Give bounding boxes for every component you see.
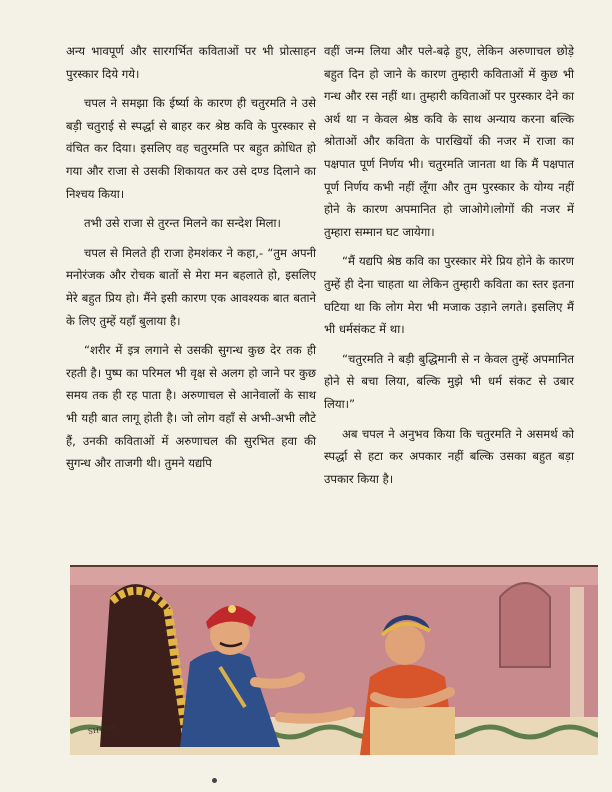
wall-cornice — [70, 567, 598, 585]
paragraph: चपल ने समझा कि ईर्ष्या के कारण ही चतुरमति ने उसे बड़ी चतुराई से स्पर्द्धा से बाहर कर श्रेष्ठ कवि के पुरस्कार से वंचित कर दिया। इसलिए वह चतुरमति पर बहुत क्रोधित हो गया और राजा से उसकी शिकायत कर उसे दण्ड दिलाने का निश्चय किया। — [66, 96, 316, 201]
courtier-face — [385, 625, 425, 665]
artist-signature: SHYAM — [87, 724, 116, 736]
paragraph: चपल से मिलते ही राजा हेमशंकर ने कहा,- “तुम अपनी मनोरंजक और रोचक बातों से मेरा मन बहलाते हो, इसलिए मेरे बहुत प्रिय हो। मैंने इसी कारण एक आवश्यक बात बताने के लिए तुम्हें यहाँ बुलाया है। — [66, 245, 316, 328]
paragraph: तभी उसे राजा से तुरन्त मिलने का सन्देश मिला। — [84, 216, 281, 231]
paragraph: “चतुरमति ने बड़ी बुद्धिमानी से न केवल तुम्हें अपमानित होने से बचा लिया, बल्कि मुझे भी धर्म संकट से उबार लिया।” — [324, 351, 574, 411]
pillar — [570, 587, 584, 717]
story-illustration — [70, 565, 598, 755]
paragraph: अन्य भावपूर्ण और सारगर्भित कविताओं पर भी प्रोत्साहन पुरस्कार दिये गये। — [66, 44, 316, 81]
paragraph: “मैं यद्यपि श्रेष्ठ कवि का पुरस्कार मेरे प्रिय होने के कारण तुम्हें ही देना चाहता था लेकिन तुम्हारी कविता का स्तर इतना घटिया था कि लोग मेरा भी मजाक उड़ाने लगते। इसलिए मैं भी धर्मसंकट में था। — [324, 254, 574, 337]
paragraph: “शरीर में इत्र लगाने से उसकी सुगन्ध कुछ देर तक ही रहती है। पुष्प का परिमल भी वृक्ष से अलग हो जाने पर कुछ समय तक ही रह पाता है। अरुणाचल से आनेवालों के साथ भी यही बात लागू होती है। जो लोग वहाँ से अभी-अभी लौटे हैं, उनकी कविताओं में अरुणाचल की सुरभित हवा की सुगन्ध और ताजगी थी। तुमने यद्यपि — [66, 343, 316, 471]
king-and-courtier-scene — [70, 567, 598, 755]
courtier-dhoti — [370, 707, 455, 755]
right-text-column — [324, 40, 574, 497]
left-text-column — [66, 40, 316, 482]
paragraph: वहीं जन्म लिया और पले-बढ़े हुए, लेकिन अरुणाचल छोड़े बहुत दिन हो जाने के कारण तुम्हारी कविताओं में कुछ भी गन्ध और रस नहीं था। तुम्हारी कविताओं पर पुरस्कार देने का अर्थ था न केवल श्रेष्ठ कवि के साथ अन्याय करना बल्कि श्रोताओं और कविता के पारखियों की नजर में राजा का पक्षपात पूर्ण निर्णय भी। चतुरमति जानता था कि मैं पक्षपात पूर्ण निर्णय कभी नहीं लूँगा और तुम पुरस्कार के योग्य नहीं होने के कारण अपमानित हो जाओगे।लोगों की नजर में तुम्हारा सम्मान घट जायेगा। — [324, 44, 574, 239]
page-dot — [212, 778, 217, 783]
arch-window — [500, 583, 550, 667]
paragraph: अब चपल ने अनुभव किया कि चतुरमति ने असमर्थ को स्पर्द्धा से हटा कर अपकार नहीं बल्कि उसका बहुत बड़ा उपकार किया है। — [324, 426, 574, 486]
turban-jewel — [228, 605, 236, 613]
